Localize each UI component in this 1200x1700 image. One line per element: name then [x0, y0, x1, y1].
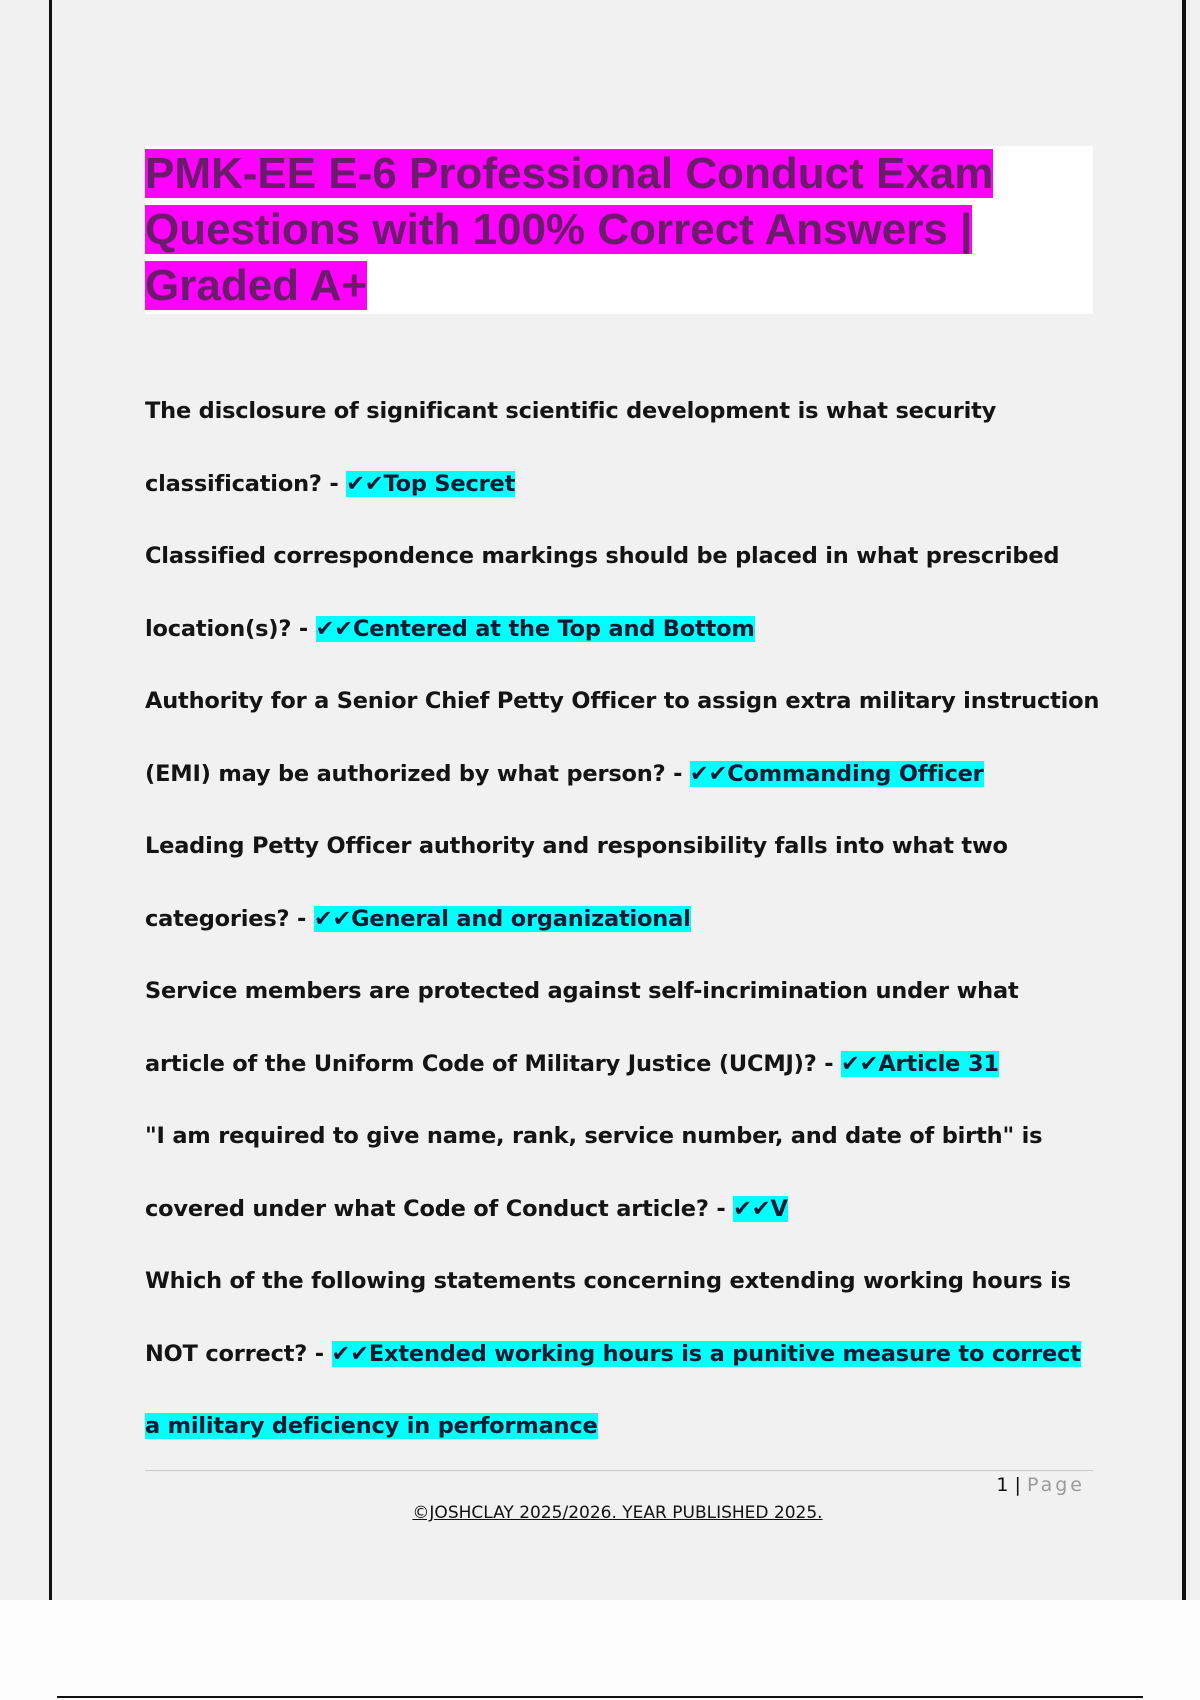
bottom-rule [57, 1696, 1143, 1698]
answer-text: Top Secret [383, 470, 516, 497]
qa-item [145, 1100, 1100, 1245]
answer-highlight [841, 1051, 999, 1077]
answer-highlight [733, 1196, 788, 1222]
check-mark-icon: ✔✔ [733, 1195, 771, 1222]
question-text: The disclosure of significant scientific development is what security classification? - [145, 398, 997, 497]
footer-divider [145, 1470, 1093, 1471]
qa-item [145, 810, 1100, 955]
question-text: Service members are protected against self-incrimination under what article of the Uniform Code of Military Justice (UCMJ)? - [145, 978, 1019, 1077]
answer-highlight [314, 906, 691, 932]
copyright-notice: ©JOSHCLAY 2025/2026. YEAR PUBLISHED 2025. [412, 1503, 823, 1523]
question-text: Classified correspondence markings should be placed in what prescribed location(s)? - [145, 543, 1060, 642]
check-mark-icon: ✔✔ [331, 1340, 369, 1367]
qa-item [145, 665, 1100, 810]
qa-item [145, 375, 1100, 520]
answer-text: Extended working hours is a punitive measure to correct a military deficiency in performance [145, 1340, 1081, 1439]
check-mark-icon: ✔✔ [346, 470, 384, 497]
page-left-border [49, 0, 52, 1600]
question-text: Authority for a Senior Chief Petty Officer to assign extra military instruction (EMI) may be authorized by what person? - [145, 688, 1100, 787]
page-number-separator: | [1014, 1474, 1021, 1496]
question-text: Leading Petty Officer authority and responsibility falls into what two categories? - [145, 833, 1008, 932]
answer-text: Article 31 [878, 1050, 999, 1077]
page-number [996, 1474, 1085, 1496]
page-right-border [1182, 0, 1186, 1600]
check-mark-icon: ✔✔ [313, 905, 352, 932]
document-title [145, 146, 1105, 314]
qa-item [145, 955, 1100, 1100]
answer-highlight [690, 761, 984, 787]
check-mark-icon: ✔✔ [841, 1050, 879, 1077]
qa-item [145, 520, 1100, 665]
qa-list [145, 375, 1100, 1463]
page-number-value: 1 [996, 1474, 1009, 1496]
question-text: Which of the following statements concerning extending working hours is NOT correct? - [145, 1268, 1071, 1367]
answer-text: General and organizational [351, 905, 691, 932]
check-mark-icon: ✔✔ [315, 615, 353, 642]
answer-highlight [316, 616, 755, 642]
page-label: Page [1027, 1474, 1085, 1496]
answer-highlight [346, 471, 515, 497]
document-title-highlight: PMK-EE E-6 Professional Conduct Exam Questions with 100% Correct Answers | Graded A+ [145, 149, 994, 310]
answer-text: V [770, 1195, 788, 1222]
qa-item [145, 1245, 1100, 1463]
check-mark-icon: ✔✔ [689, 760, 728, 787]
answer-text: Commanding Officer [727, 760, 984, 787]
answer-text: Centered at the Top and Bottom [352, 615, 755, 642]
question-text: "I am required to give name, rank, service number, and date of birth" is covered under what Code of Conduct article? - [145, 1123, 1043, 1222]
